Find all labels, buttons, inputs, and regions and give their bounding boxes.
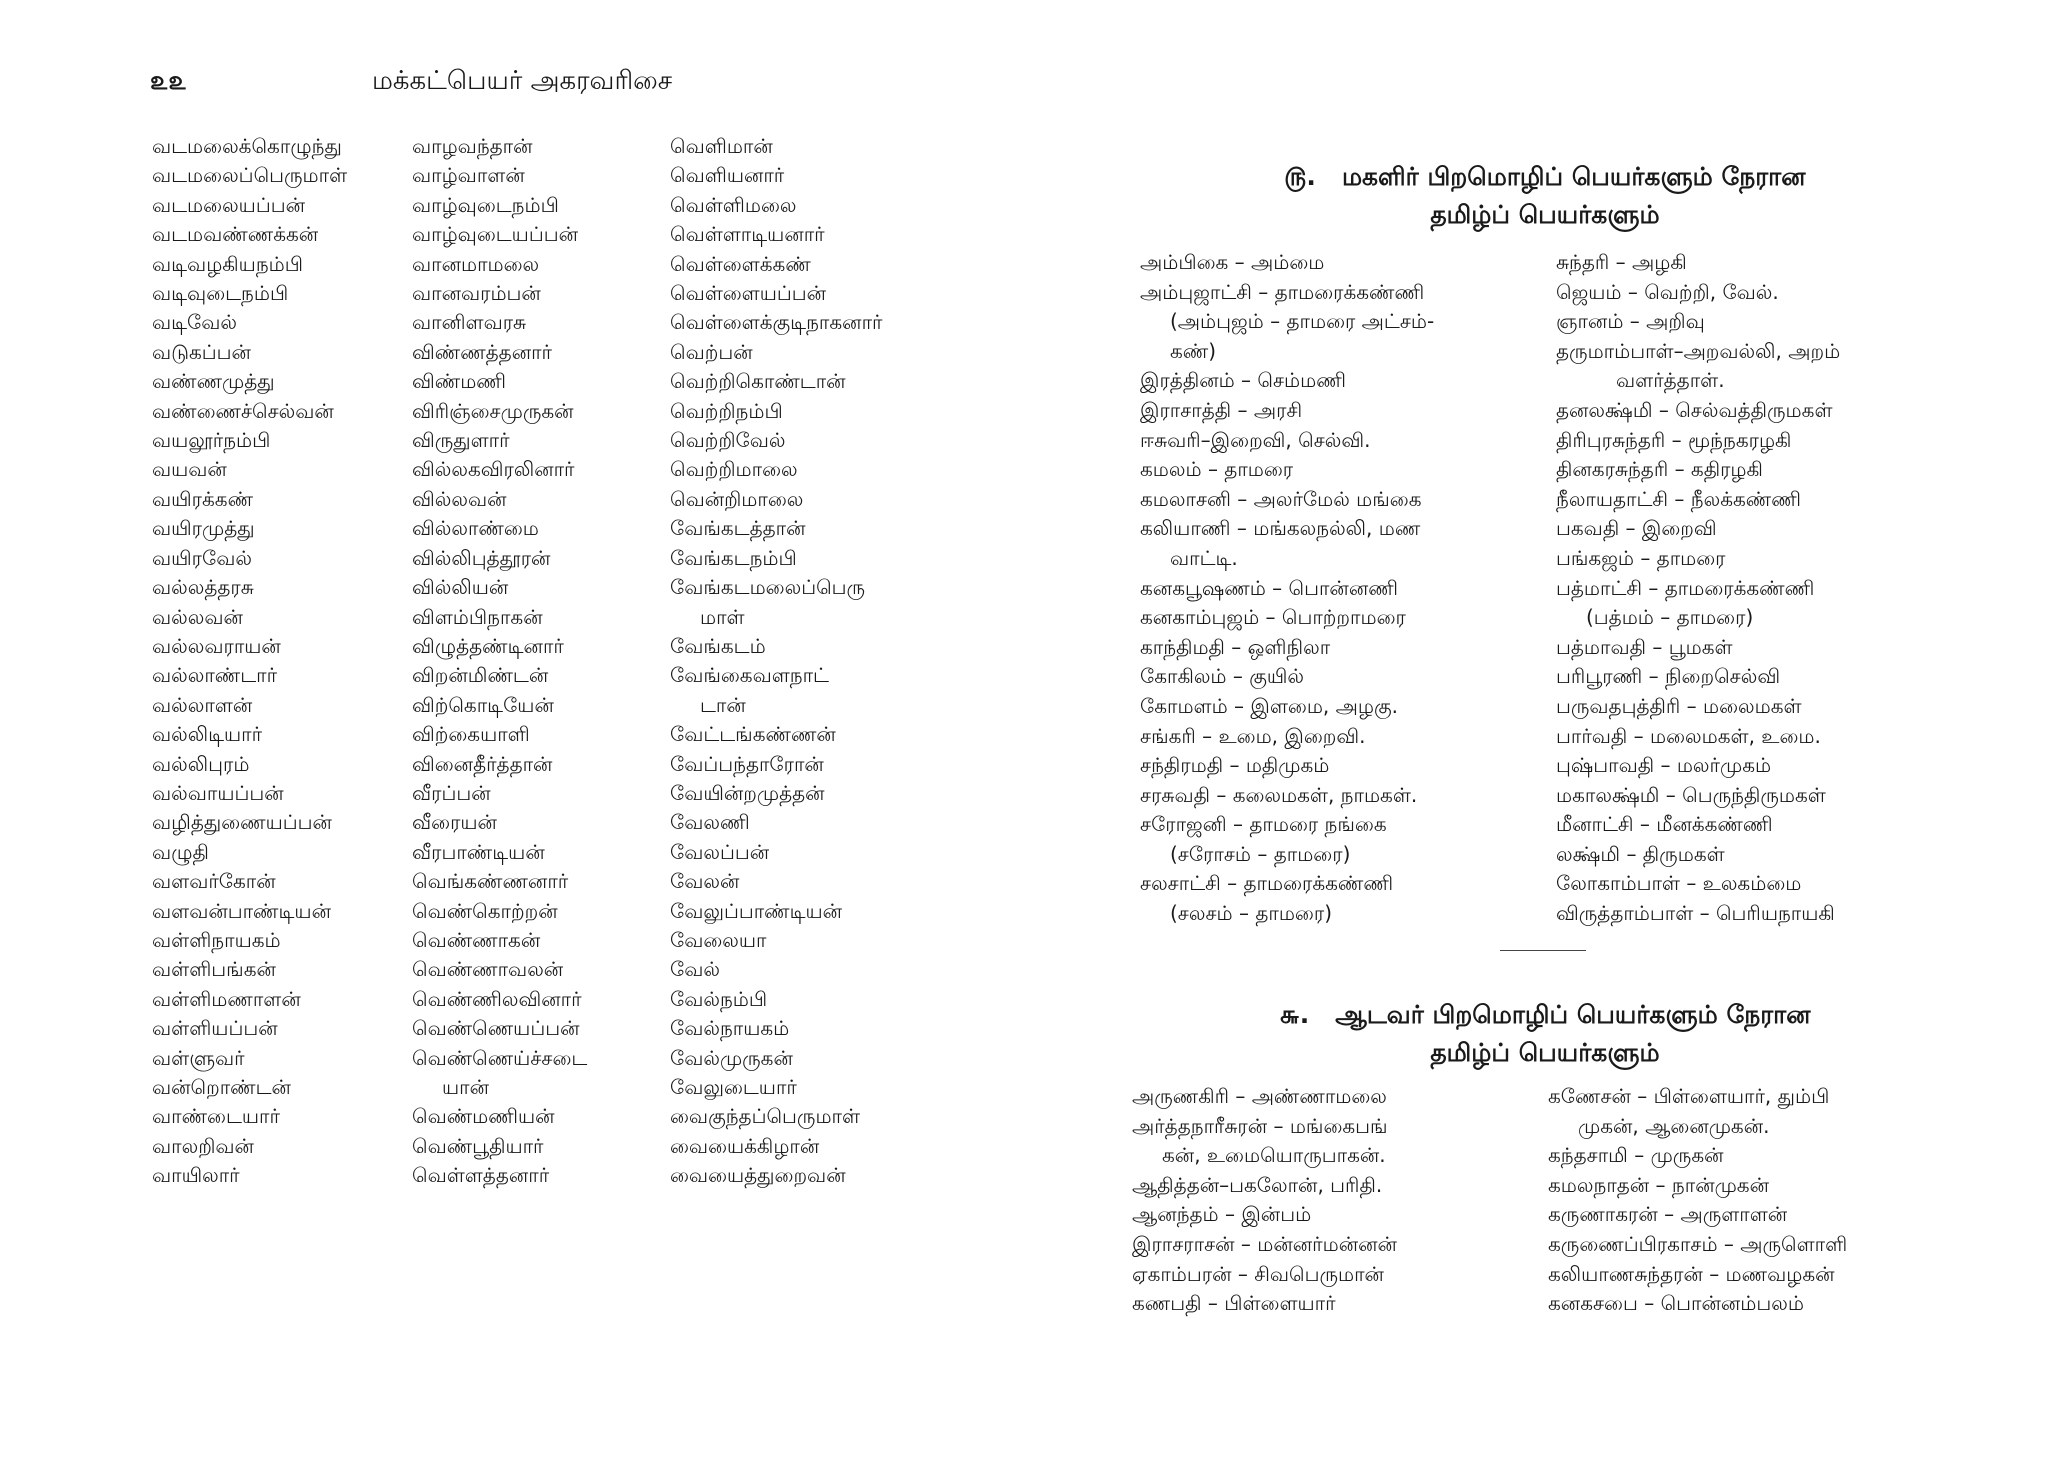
list-item: வன்றொண்டன்: [152, 1075, 291, 1099]
list-item: திரிபுரசுந்தரி – மூந்நகரழகி: [1556, 427, 1792, 452]
list-item: வேயின்றமுத்தன்: [670, 780, 825, 805]
list-item: கோகிலம் – குயில்: [1140, 664, 1305, 689]
list-item: வேங்கைவளநாட்: [670, 663, 829, 688]
list-item: வளர்த்தாள்.: [1616, 368, 1725, 393]
list-item: வெங்கண்ணனார்: [412, 869, 569, 894]
list-item: வெள்ளாடியனார்: [670, 222, 825, 247]
list-item: கந்தசாமி – முருகன்: [1548, 1143, 1724, 1168]
right-page: [1040, 0, 2048, 1466]
list-item: வெள்ளையப்பன்: [670, 281, 827, 306]
list-item: வயிரக்கண்: [152, 486, 254, 511]
list-item: கருணைப்பிரகாசம் – அருளொளி: [1548, 1231, 1848, 1256]
list-item: வீரையன்: [412, 810, 497, 835]
list-item: ஆதித்தன்–பகலோன், பரிதி.: [1132, 1172, 1383, 1197]
list-item: வாலறிவன்: [152, 1133, 254, 1158]
list-item: லோகாம்பாள் – உலகம்மை: [1556, 871, 1802, 896]
list-item: பத்மாவதி – பூமகள்: [1556, 634, 1733, 659]
list-item: வடமலைக்கொழுந்து: [152, 134, 342, 158]
name-column-3: [670, 132, 882, 1191]
list-item: வெற்றிவேல்: [670, 428, 786, 453]
list-item: வெள்ளைக்கண்: [670, 251, 811, 276]
list-item: வினைதீர்த்தான்: [412, 751, 553, 776]
list-item: வெளிமான்: [670, 134, 773, 158]
list-item: வில்லவன்: [412, 486, 507, 511]
list-item: வானிளவரசு: [412, 310, 527, 335]
list-item: வல்லாளன்: [152, 692, 253, 717]
list-item: விண்ணத்தனார்: [412, 339, 552, 364]
list-item: வள்ளிபங்கன்: [152, 957, 276, 982]
list-item: வடிவுடைநம்பி: [152, 281, 289, 306]
list-item: கருணாகரன் – அருளாளன்: [1548, 1202, 1788, 1227]
list-item: வைகுந்தப்பெருமாள்: [670, 1104, 861, 1129]
list-item: பரிபூரணி – நிறைசெல்வி: [1556, 664, 1781, 689]
list-item: வீரபாண்டியன்: [412, 839, 545, 864]
list-item: வேங்கடநம்பி: [670, 545, 797, 570]
list-item: வல்லத்தரசு: [152, 575, 254, 600]
list-item: வடமலையப்பன்: [152, 192, 305, 217]
list-item: வயலூர்நம்பி: [152, 428, 271, 453]
list-item: கலியாணி – மங்கலநல்லி, மண: [1140, 516, 1421, 541]
list-item: கோமளம் – இளமை, அழகு.: [1140, 693, 1398, 718]
list-item: வெற்றிமாலை: [670, 457, 798, 482]
name-column-2: [412, 132, 587, 1191]
list-item: கமலநாதன் – நான்முகன்: [1548, 1172, 1769, 1197]
list-item: வீரப்பன்: [412, 780, 491, 805]
list-item: வெற்றிகொண்டான்: [670, 369, 846, 394]
section-5-number: ௫.: [1284, 162, 1316, 191]
list-item: பகவதி – இறைவி: [1556, 516, 1717, 541]
list-item: வல்லவராயன்: [152, 633, 281, 658]
section-divider: [1500, 950, 1586, 951]
list-item: வெண்ணாவலன்: [412, 957, 564, 982]
list-item: ஞானம் – அறிவு: [1556, 309, 1705, 334]
list-item: விண்மணி: [412, 369, 507, 394]
list-item: வண்ணமுத்து: [152, 369, 275, 394]
list-item: வல்லிபுரம்: [152, 751, 250, 776]
list-item: வெண்மணியன்: [412, 1104, 555, 1129]
list-item: வேப்பந்தாரோன்: [670, 751, 824, 776]
list-item: பங்கஜம் – தாமரை: [1556, 545, 1726, 570]
list-item: வையைக்கிழான்: [670, 1133, 820, 1158]
list-item: வெள்ளிமலை: [670, 192, 797, 217]
list-item: வெண்ணெயப்பன்: [412, 1016, 580, 1041]
list-item: வெள்ளைக்குடிநாகனார்: [670, 310, 883, 335]
list-item: விறன்மிண்டன்: [412, 663, 549, 688]
list-item: நீலாயதாட்சி – நீலக்கண்ணி: [1556, 486, 1801, 511]
list-item: கணபதி – பிள்ளையார்: [1132, 1291, 1336, 1316]
list-item: விருத்தாம்பாள் – பெரியநாயகி: [1556, 901, 1835, 926]
section-5-heading-line-2: தமிழ்ப் பெயர்களும்: [1430, 200, 1660, 229]
list-item: கன், உமையொருபாகன்.: [1162, 1143, 1386, 1168]
list-item: வாழ்வுடையப்பன்: [412, 222, 578, 247]
list-item: வடிவழகியநம்பி: [152, 251, 303, 276]
running-head-title: மக்கட்பெயர் அகரவரிசை: [372, 66, 673, 96]
list-item: டான்: [700, 692, 746, 717]
list-item: வில்லிபுத்தூரன்: [412, 545, 551, 570]
list-item: வளவர்கோன்: [152, 869, 276, 894]
section-6-column-1: [1132, 1082, 1397, 1319]
list-item: ஜெயம் – வெற்றி, வேல்.: [1556, 279, 1779, 304]
list-item: வள்ளுவர்: [152, 1045, 245, 1070]
list-item: வானவரம்பன்: [412, 281, 541, 306]
list-item: பத்மாட்சி – தாமரைக்கண்ணி: [1556, 575, 1815, 600]
list-item: வல்லாண்டார்: [152, 663, 278, 688]
list-item: வேங்கடத்தான்: [670, 516, 806, 541]
list-item: வழித்துணையப்பன்: [152, 810, 332, 835]
list-item: மகாலக்ஷ்மி – பெருந்திருமகள்: [1556, 782, 1826, 807]
section-6-number: ௬.: [1279, 1000, 1310, 1029]
section-5-title: மகளிர் பிறமொழிப் பெயர்களும் நேரான: [1341, 162, 1806, 191]
list-item: வெற்றிநம்பி: [670, 398, 783, 423]
list-item: சங்கரி – உமை, இறைவி.: [1140, 723, 1366, 748]
list-item: வடிவேல்: [152, 310, 237, 335]
list-item: வளவன்பாண்டியன்: [152, 898, 331, 923]
list-item: வேங்கடமலைப்பெரு: [670, 575, 866, 600]
list-item: இராசராசன் – மன்னர்மன்னன்: [1132, 1231, 1397, 1256]
list-item: சரசுவதி – கலைமகள், நாமகள்.: [1140, 782, 1418, 807]
list-item: பார்வதி – மலைமகள், உமை.: [1556, 723, 1821, 748]
list-item: வாழ்வுடைநம்பி: [412, 192, 559, 217]
list-item: வில்லாண்மை: [412, 516, 539, 541]
list-item: வெற்பன்: [670, 339, 753, 364]
list-item: (பத்மம் – தாமரை): [1586, 605, 1754, 630]
list-item: மீனாட்சி – மீனக்கண்ணி: [1556, 812, 1773, 837]
section-6-heading-line-1: [1135, 996, 1955, 1034]
list-item: புஷ்பாவதி – மலர்முகம்: [1556, 753, 1772, 778]
list-item: விளம்பிநாகன்: [412, 604, 543, 629]
list-item: சந்திரமதி – மதிமுகம்: [1140, 753, 1330, 778]
list-item: யான்: [442, 1075, 489, 1099]
list-item: வெள்ளத்தனார்: [412, 1163, 550, 1188]
list-item: வேலப்பன்: [670, 839, 770, 864]
list-item: சலசாட்சி – தாமரைக்கண்ணி: [1140, 871, 1394, 896]
list-item: ஏகாம்பரன் – சிவபெருமான்: [1132, 1261, 1384, 1286]
list-item: தருமாம்பாள்–அறவல்லி, அறம்: [1556, 338, 1841, 363]
list-item: வானமாமலை: [412, 251, 540, 276]
name-column-1: [152, 132, 347, 1191]
list-item: இராசாத்தி – அரசி: [1140, 397, 1303, 422]
list-item: வண்ணைச்செல்வன்: [152, 398, 334, 423]
list-item: வேல்முருகன்: [670, 1045, 793, 1070]
section-5-heading-line-1: [1135, 158, 1955, 196]
list-item: வள்ளியப்பன்: [152, 1016, 278, 1041]
list-item: வேலையா: [670, 927, 767, 952]
list-item: வள்ளிமணாளன்: [152, 986, 301, 1011]
list-item: கலியாணசுந்தரன் – மணவழகன்: [1548, 1261, 1835, 1286]
list-item: சரோஜனி – தாமரை நங்கை: [1140, 812, 1387, 837]
list-item: வெண்ணாகன்: [412, 927, 541, 952]
list-item: வயிரமுத்து: [152, 516, 255, 541]
list-item: வழுதி: [152, 839, 209, 864]
list-item: விரிஞ்சைமுருகன்: [412, 398, 574, 423]
list-item: வேலுடையார்: [670, 1075, 797, 1099]
list-item: வேல்நம்பி: [670, 986, 768, 1011]
list-item: வள்ளிநாயகம்: [152, 927, 281, 952]
list-item: வேட்டங்கண்ணன்: [670, 722, 836, 747]
section-6-heading-line-2: தமிழ்ப் பெயர்களும்: [1430, 1038, 1660, 1067]
list-item: வாழவந்தான்: [412, 134, 533, 158]
list-item: அம்பிகை – அம்மை: [1140, 250, 1325, 274]
list-item: (அம்புஜம் – தாமரை அட்சம்-: [1170, 309, 1435, 334]
list-item: வாண்டையார்: [152, 1104, 280, 1129]
list-item: வெண்கொற்றன்: [412, 898, 558, 923]
section-6-title: ஆடவர் பிறமொழிப் பெயர்களும் நேரான: [1335, 1000, 1811, 1029]
list-item: வில்லியன்: [412, 575, 509, 600]
list-item: இரத்தினம் – செம்மணி: [1140, 368, 1346, 393]
list-item: தனலக்ஷ்மி – செல்வத்திருமகள்: [1556, 397, 1833, 422]
list-item: வேலுப்பாண்டியன்: [670, 898, 843, 923]
list-item: (சலசம் – தாமரை): [1170, 901, 1332, 926]
section-5-column-1: [1140, 248, 1434, 929]
list-item: லக்ஷ்மி – திருமகள்: [1556, 841, 1725, 866]
list-item: வேல்: [670, 957, 720, 982]
list-item: வாயிலார்: [152, 1163, 240, 1188]
list-item: வெண்ணெய்ச்சடை: [412, 1045, 588, 1070]
list-item: வாழ்வாளன்: [412, 163, 525, 188]
list-item: வல்வாயப்பன்: [152, 780, 284, 805]
list-item: கனகாம்புஜம் – பொற்றாமரை: [1140, 605, 1406, 630]
page-number: ௨௨: [150, 66, 187, 96]
list-item: வையைத்துறைவன்: [670, 1163, 846, 1188]
list-item: காந்திமதி – ஒளிநிலா: [1140, 634, 1331, 659]
list-item: வடமலைப்பெருமாள்: [152, 163, 348, 188]
section-5-column-2: [1556, 248, 1840, 929]
list-item: வெளியனார்: [670, 163, 785, 188]
list-item: வில்லகவிரலினார்: [412, 457, 575, 482]
list-item: பருவதபுத்திரி – மலைமகள்: [1556, 693, 1802, 718]
list-item: வாட்டி.: [1170, 545, 1238, 570]
list-item: வல்லிடியார்: [152, 722, 263, 747]
list-item: விருதுளார்: [412, 428, 510, 453]
list-item: வல்லவன்: [152, 604, 243, 629]
list-item: கமலம் – தாமரை: [1140, 457, 1294, 482]
list-item: மாள்: [700, 604, 745, 629]
list-item: வேல்நாயகம்: [670, 1016, 790, 1041]
list-item: வயிரவேல்: [152, 545, 252, 570]
list-item: வென்றிமாலை: [670, 486, 804, 511]
list-item: வெண்பூதியார்: [412, 1133, 544, 1158]
list-item: விழுத்தண்டினார்: [412, 633, 564, 658]
list-item: அர்த்தநாரீசுரன் – மங்கைபங்: [1132, 1113, 1388, 1138]
list-item: அருணகிரி – அண்ணாமலை: [1132, 1084, 1387, 1108]
section-6-heading: [1135, 996, 1955, 1072]
list-item: கண்): [1170, 338, 1217, 363]
list-item: வெண்ணிலவினார்: [412, 986, 582, 1011]
list-item: ஆனந்தம் – இன்பம்: [1132, 1202, 1312, 1227]
list-item: தினகரசுந்தரி – கதிரழகி: [1556, 457, 1763, 482]
list-item: கமலாசனி – அலர்மேல் மங்கை: [1140, 486, 1422, 511]
list-item: ஈசுவரி–இறைவி, செல்வி.: [1140, 427, 1371, 452]
list-item: முகன், ஆனைமுகன்.: [1578, 1113, 1770, 1138]
list-item: விற்கையாளி: [412, 722, 530, 747]
list-item: கனகசபை – பொன்னம்பலம்: [1548, 1291, 1804, 1316]
list-item: (சரோசம் – தாமரை): [1170, 841, 1351, 866]
list-item: சுந்தரி – அழகி: [1556, 250, 1687, 274]
list-item: விற்கொடியேன்: [412, 692, 554, 717]
list-item: வேலன்: [670, 869, 740, 894]
list-item: வயவன்: [152, 457, 227, 482]
section-5-heading: [1135, 158, 1955, 234]
section-6-column-2: [1548, 1082, 1847, 1319]
list-item: கணேசன் – பிள்ளையார், தும்பி: [1548, 1084, 1830, 1108]
list-item: வடமவண்ணக்கன்: [152, 222, 319, 247]
list-item: கனகபூஷணம் – பொன்னணி: [1140, 575, 1398, 600]
list-item: அம்புஜாட்சி – தாமரைக்கண்ணி: [1140, 279, 1425, 304]
list-item: வேங்கடம்: [670, 633, 766, 658]
list-item: வேலணி: [670, 810, 750, 835]
list-item: வடுகப்பன்: [152, 339, 251, 364]
